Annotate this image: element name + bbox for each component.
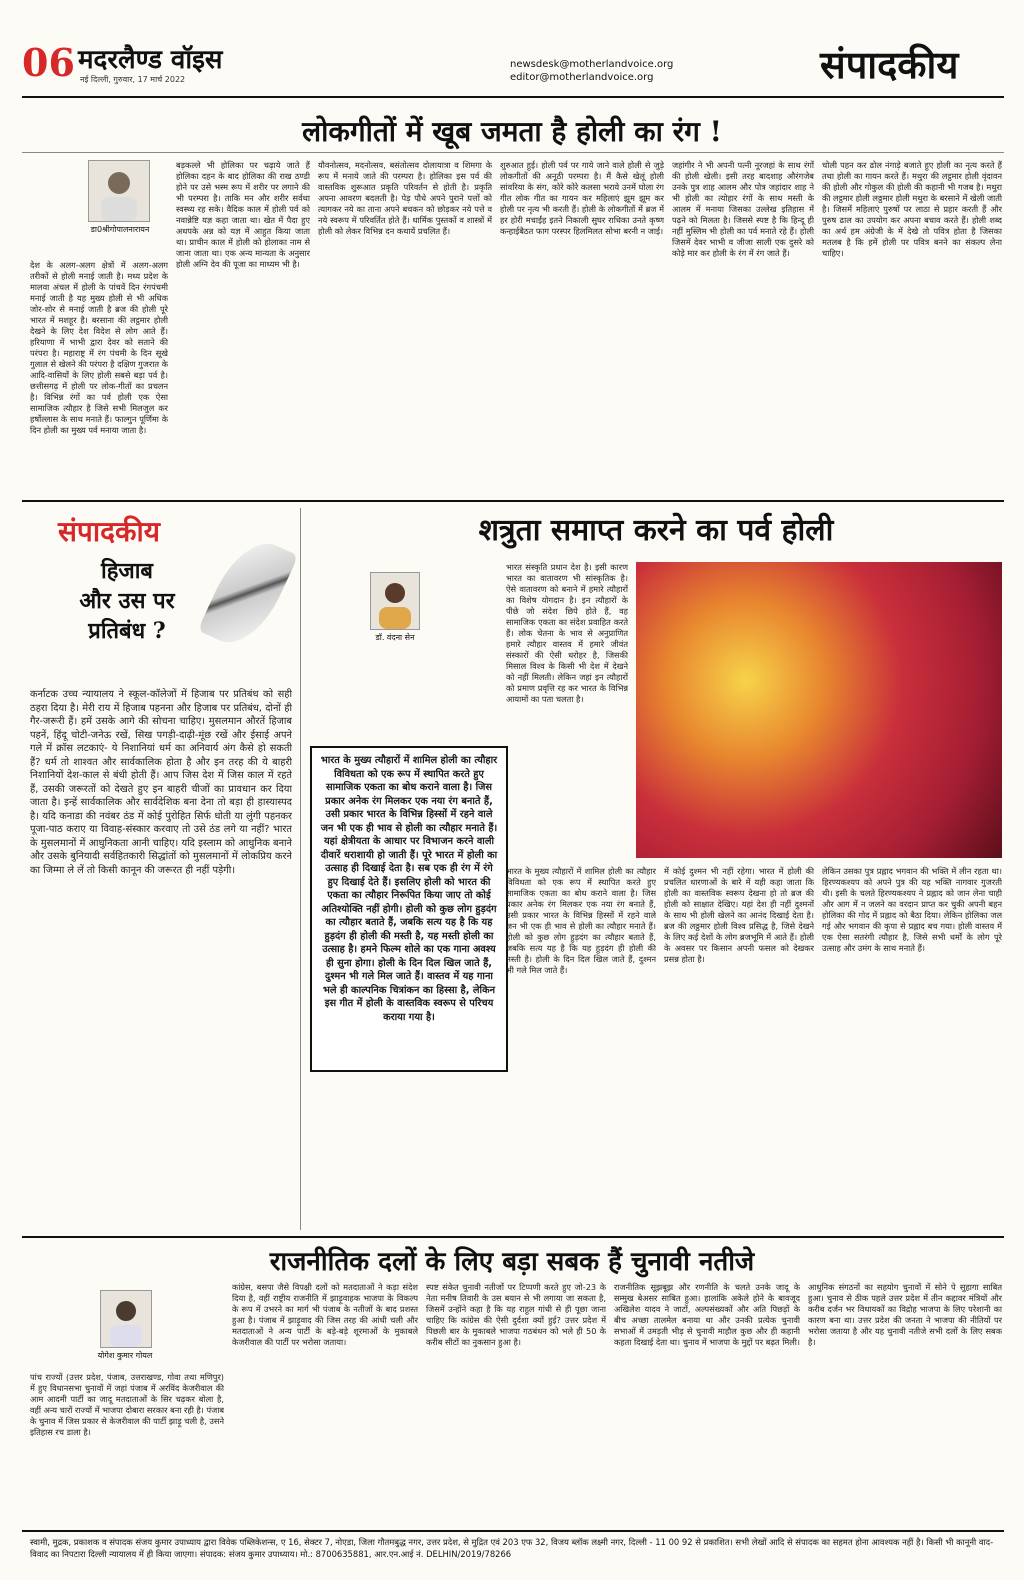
article1-col6: चोली पहन कर ढोल नंगाड़े बजाते हुए होली का नृत्य करते हैं तथा होली का गायन करते हैं। मथुरा की लट्ठमार होली वृंदावन की होली और गोकुल की होली की कहानी भी गजब है। मथुरा की लट्ठमार होली लठ्ठमार होली मथुरा के बरसाने में खेली जाती है। जिसमें महिलाएं पुरुषों पर लाठा से प्रहार करती हैं और पुरुष ढाल का उपयोग कर अपना बचाव करते हैं। होली शब्द का अर्थ हम अंग्रेजी के में देखे तो पवित्र होता है जिसका मतलब है कि हमें होली पर पवित्र बनने का संकल्प लेना चाहिए। <box>822 160 1002 258</box>
article2-headline: शत्रुता समाप्त करने का पर्व होली <box>478 513 834 548</box>
editorial-title-line2: और उस पर <box>79 588 175 614</box>
footer-rule <box>22 1530 1004 1532</box>
section-divider-1 <box>22 500 1004 502</box>
section-divider-2 <box>22 1236 1004 1238</box>
article3-headline: राजनीतिक दलों के लिए बड़ा सबक हैं चुनावी नतीजे <box>269 1247 755 1277</box>
newspaper-name: मदरलैण्ड वॉइस <box>78 45 223 75</box>
date-line: नई दिल्ली, गुरुवार, 17 मार्च 2022 <box>80 75 186 84</box>
person-icon <box>101 1291 151 1347</box>
article1-author: डा0श्रीगोपालनारायन <box>90 225 150 234</box>
article2-pullquote: भारत के मुख्य त्यौहारों में शामिल होली का त्यौहार विविधता को एक रूप में स्थापित करते हुए सामाजिक एकता का बोध कराने वाला है। जिस प्रकार अनेक रंग मिलकर एक नया रंग बनाते हैं, उसी प्रकार भारत के विभिन्न हिस्सों में रहने वाले जन भी एक ही भाव से होली का त्यौहार मनाते हैं। यहां क्षेत्रीयता के आधार पर विभाजन करने वाली दीवारें धराशायी हो जाती हैं। पूरे भारत में होली का उत्साह ही दिखाई देता है। सब एक ही रंग में रंगे हुए दिखाई देते हैं। इसलिए होली को भारत की एकता का त्यौहार निरूपित किया जाए तो कोई अतिश्योक्ति नहीं होगी। होली को कुछ लोग हुड़दंग का त्यौहार बताते हैं, जबकि सत्य यह है कि यह हुड़दंग ही होली की मस्ती है, यह मस्ती होली का उत्साह है। हमने फिल्म शोले का एक गाना अवश्य ही सुना होगा। होली के दिन दिल खिल जाते हैं, दुश्मन भी गले मिल जाते हैं। वास्तव में यह गाना भले ही काल्पनिक चित्रांकन का हिस्सा है, लेकिन इस गीत में होली के वास्तविक स्वरूप से परिचय कराया गया है। <box>310 746 508 1072</box>
article1-headline: लोकगीतों में खूब जमता है होली का रंग ! <box>302 115 722 148</box>
author-photo <box>88 160 150 222</box>
article1-rule <box>22 152 1004 153</box>
article1-col3: यौवनोत्सव, मदनोत्सव, बसंतोत्सव दोलायात्रा व शिमगा के रूप में मनाये जाते की परम्परा है। होलिका इस पर्व की वास्तविक शुरूआत प्रकृति परिवर्तन से होती है। प्रकृति अपना आवरण बदलती है। पेड़ पौधे अपने पुराने पत्तों को त्यागकर नये का ताना अपने बचकन को छोड़कर नये पत्ते व नये स्वरूप में परिवर्तित होते हैं। धार्मिक पुस्तकों व शास्त्रों में होली को लेकर विभिन्न दन कथायें प्रचलित हैं। <box>318 160 492 236</box>
article3-col1: पांच राज्यों (उत्तर प्रदेश, पंजाब, उत्तराखण्ड, गोवा तथा मणिपुर) में हुए विधानसभा चुनावों में जहां पंजाब में अरविंद केजरीवाल की आम आदमी पार्टी का जादू मतदाताओं के सिर चढ़कर बोला है, वहीं अन्य चारों राज्यों में भाजपा दोबारा सरकार बना रही है। पंजाब के चुनाव में जिस प्रकार से केजरीवाल की पार्टी झाड़ू चली है, उसने इतिहास रच डाला है। <box>30 1372 224 1437</box>
article3-col3: स्पष्ट संकेत चुनावी नतीजों पर टिप्पणी करते हुए जो-23 के नेता मनीष तिवारी के उस बयान से भी लगाया जा सकता है, जिसमें उन्होंने कहा है कि यह राहुल गांधी से ही पूछा जाना चाहिए कि कांग्रेस की ऐसी दुर्दशा क्यों हुई? उत्तर प्रदेश में पिछली बार के मुकाबले भाजपा गठबंधन को भले ही 50 के करीब सीटों का नुकसान हुआ है। <box>426 1282 606 1347</box>
email-editor[interactable]: editor@motherlandvoice.org <box>510 72 654 83</box>
article2-col-c: में कोई दुश्मन भी नहीं रहेगा। भारत में होली की प्रचलित धारणाओं के बारे में यही कहा जाता कि होली का वास्तविक स्वरूप देखना हो तो ब्रज की होली को साक्षात देखिए। यहां देश ही नहीं दुश्मनों के साथ भी होली खेलने का आनंद दिखाई देता है। ब्रज की लठ्ठमार होली विश्व प्रसिद्ध है, जिसे देखने के लिए कई देशों के लोग ब्रजभूमि में आते हैं। होली के अवसर पर किसान अपनी फसल को देखकर प्रसन्न होता है। <box>664 866 814 964</box>
email-newsdesk[interactable]: newsdesk@motherlandvoice.org <box>510 59 674 70</box>
article1-col2: बड़कल्ले भी होलिका पर चढ़ाये जाते हैं होलिका दहन के बाद होलिका की राख ठण्डी होने पर उसे भस्म रूप में शरीर पर लगाने की भी परम्परा है। ताकि मन और शरीर सर्वथा स्वस्थ्य रह सके। वैदिक काल में होली पर्व को नवान्नेष्टि यज्ञ कहा जाता था। खेत में पैदा हुए अधपके अन्न को यज्ञ में आहुत किया जाता था। प्राचीन काल में होली को होलाका नाम से जाना जाता था। एक अन्य मान्यता के अनुसार होली अग्नि देव की पूजा का माध्यम भी है। <box>176 160 310 269</box>
article3-col5: आधुनिक संगठनों का सहयोग चुनावों में सोने पे सुहागा साबित हुआ। चुनाव से ठीक पहले उत्तर प्रदेश में तीन कद्दावर मंत्रियों और करीब दर्जन भर विधायकों का विद्रोह भाजपा के लिए परेशानी का कारण बना था। उत्तर प्रदेश की जनता ने भाजपा की नीतियों पर भरोसा जताया है और यह चुनावी नतीजे सभी दलों के लिए सबक है। <box>808 1282 1002 1347</box>
imprint-line: स्वामी, मुद्रक, प्रकाशक व संपादक संजय कुमार उपाध्याय द्वारा विवेक पब्लिकेशन्स, ए 16, सेक्टर 7, नोएडा, जिला गौतमबुद्ध नगर, उत्तर प्रदेश, से मुद्रित एवं 203 एफ 32, विजय ब्लॉक लक्ष्मी नगर, दिल्ली - 11 00 92 से प्रकाशित। सभी लेखों आदि से संपादक का सहमत होना आवश्यक नहीं है। किसी भी कानूनी वाद-विवाद का निपटारा दिल्ली न्यायालय में ही किया जाएगा। संपादक: संजय कुमार उपाध्याय। मो.: 8700635881, आर.एन.आई नं. DELHIN/2019/78266 <box>30 1537 994 1559</box>
editorial-banner: संपादकीय <box>58 515 160 548</box>
editorial-divider <box>300 508 301 1230</box>
person-icon <box>371 573 419 629</box>
editorial-title-line1: हिजाब <box>101 558 153 584</box>
article2-col-d: लेकिन उसका पुत्र प्रह्लाद भगवान की भक्ति में लीन रहता था। हिरण्यकश्यप को अपने पुत्र की यह भक्ति नागवार गुजरती थी। इसी के चलते हिरण्यकश्यप ने प्रह्लाद को जान लेना चाही और आग में न जलने का वरदान प्राप्त कर चुकी अपनी बहन होलिका की गोद में प्रह्लाद को बैठा दिया। लेकिन होलिका जल गई और भगवान की कृपा से प्रह्लाद बच गया। होली वास्तव में एक ऐसा सतरंगी त्यौहार है, जिसे सभी धर्मों के लोग पूरे उत्साह और उमंग के साथ मनाते हैं। <box>822 866 1002 953</box>
editorial-title <box>42 556 212 646</box>
article3-author-photo <box>100 1290 152 1348</box>
feather-quill-icon <box>198 530 299 655</box>
article2-col-b: भारत के मुख्य त्यौहारों में शामिल होली का त्यौहार विविधता को एक रूप में स्थापित करते हुए सामाजिक एकता का बोध कराने वाला है। जिस प्रकार अनेक रंग मिलकर एक नया रंग बनाते हैं, उसी प्रकार भारत के विभिन्न हिस्सों में रहने वाले जन भी एक ही भाव से होली का त्यौहार मनाते हैं। होली को कुछ लोग हुड़दंग का त्यौहार बताते हैं, जबकि सत्य यह है कि यह हुड़दंग ही होली की मस्ती है। होली के दिन दिल खिल जाते हैं, दुश्मन भी गले मिल जाते हैं। <box>506 866 656 975</box>
article2-author-photo <box>370 572 420 630</box>
person-icon <box>89 161 149 221</box>
article1-col1: देश के अलग-अलग क्षेत्रों में अलग-अलग तरीकों से होली मनाई जाती है। मध्य प्रदेश के मालवा अंचल में होली के पांचवें दिन रंगपंचमी मनाई जाती है यह मुख्य होली से भी अधिक जोर-शोर से मनाई जाती है ब्रज की होली पूरे भारत में मशहूर है। बरसाना की लट्ठमार होली देखने के लिए देश विदेश से लोग आते हैं। हरियाणा में भाभी द्वारा देवर को सताने की परंपरा है। महाराष्ट्र में रंग पंचमी के दिन सूखे गुलाल से खेलने की परंपरा है दक्षिण गुजरात के आदि-वासियों के लिए होली सबसे बड़ा पर्व है। छत्तीसगढ़ में होली पर लोक-गीतों का प्रचलन है। विभिन्न रंगों का पर्व होली एक ऐसा सामाजिक त्यौहार है जिसे सभी मिलजुल कर हर्षोल्लास के साथ मनाते हैं। फाल्गुन पूर्णिमा के दिन होली का मुख्य पर्व मनाया जाता है। <box>30 260 168 435</box>
editorial-header <box>22 508 294 680</box>
editorial-body: कर्नाटक उच्च न्यायालय ने स्कूल-कॉलेजों में हिजाब पर प्रतिबंध को सही ठहरा दिया है। मेरी राय में हिजाब पहनना और हिजाब पर प्रतिबंध, दोनों ही गैर-जरूरी हैं। हमें उसके आगे की सोचना चाहिए। मुसलमान औरतें हिजाब पहनें, हिंदू चोटी-जनेऊ रखें, सिख पगड़ी-दाढ़ी-मूंछ रखें और ईसाई अपने गले में क्रॉस लटकाएं- ये निशानियां धर्म का अनिवार्य अंग कैसे हो सकती हैं? धर्म तो शाश्वत और सार्वकालिक होता है और इन तरह की ये बाहरी निशानियों देश-काल से बंधी होती हैं। आप जिस देश में जिस काल में रहते हैं, उसकी जरूरतों को देखते हुए इन बाहरी चीजों का प्रावधान कर दिया जाता है। इन्हें सार्वकालिक और सार्वदेशिक बना देना तो बड़ा ही हास्यास्पद है। यदि कनाडा की नवंबर ठंड में कोई पुरोहित सिर्फ धोती या लुंगी पहनकर पूजा-पाठ कराए या विवाह-संस्कार करवाए तो उसे ठंड लगे या नहीं? भारत के मुसलमानों में आधुनिकता आनी चाहिए। यदि इस्लाम को आधुनिक बनाने और उसके बुनियादी सर्वहितकारी सिद्धांतों को मुसलमानों में लोकप्रिय करने का जिम्मा ले लें तो किसी कानून की जरूरत ही नहीं पड़ेगी। <box>30 689 292 876</box>
holi-celebration-photo <box>636 562 1002 858</box>
article1-col5: जहांगीर ने भी अपनी पत्नी नूरजहां के साथ रंगों की होली खेली। इसी तरह बादशाह औरंगजेब उनके पुत्र शाह आलम और पोत्र जहांदार शाह ने भी होली का त्योहार रंगों के साथ मस्ती के आलम में मनाया जिसका उल्लेख इतिहास में पढ़ने को मिलता है। जिससे स्पष्ट है कि हिन्दू ही नहीं मुस्लिम भी होली का पर्व मनाते रहे हैं। होली जिसमें देवर भाभी व जीजा साली एक दुसरे को कोड़े मार कर होली के रंग में रंग जाते हैं। <box>672 160 814 258</box>
page-number: 06 <box>22 40 75 85</box>
article1-col4: शुरुआत हुई। होली पर्व पर गाये जाने वाले होली से जुड़े लोकगीतों की अनूठी परम्परा है। मैं कैसे खेलूं होली सांवरिया के संग, कोरे कोरे कलसा भराये उनमें घोला रंग गीत लोक गीत का गायन कर महिलाएं झूम झूम कर होली पर नृत्य भी करती हैं। होली के लोकगीतों में ब्रज में हर होरी मचाईंह इतने निकाली सुघर राधिका उनते कृष्ण कन्हाईबैठत फाग परस्पर हिलमिलत सोभा बरनी न जाई। <box>500 160 664 236</box>
masthead-rule <box>22 96 1004 98</box>
article3-col4: राजनीतिक सूझबूझ और रणनीति के चलते उनके जादू के सम्मुख बेअसर साबित हुआ। हालांकि अकेले होने के बावजूद अखिलेश यादव ने जाटों, अल्पसंख्यकों और अति पिछड़ों के बीच अच्छा तालमेल बनाया था और उनकी प्रत्येक चुनावी सभाओं में उमड़ती भीड़ से चुनावी माहौल कुछ और ही कहानी कहता दिखाई देता था। चुनाव में भाजपा के मुद्दों पर बढ़त मिली। <box>614 1282 800 1347</box>
section-title: संपादकीय <box>820 42 959 87</box>
article3-col2: कांग्रेस, बसपा जैसे विपक्षी दलों को मतदाताओं ने कड़ा संदेश दिया है, वहीं राष्ट्रीय राजनीति में झाड़ूवाहक भाजपा के विकल्प के रूप में उभरने का मार्ग भी पंजाब के नतीजों के बाद प्रशस्त हुआ है। पंजाब में झाड़ूवाद की जिस तरह की आंधी चली और मतदाताओं ने अन्य पार्टी के बड़े-बड़े शूरमाओं के मुकाबले केजरीवाल की पार्टी पर भरोसा जताया। <box>232 1282 418 1347</box>
article2-col-a: भारत संस्कृति प्रधान देश है। इसी कारण भारत का वातावरण भी सांस्कृतिक है। ऐसे वातावरण को बनाने में हमारे त्यौहारों का विशेष योगदान है। इन त्यौहारों के पीछे जो संदेश छिपे होते हैं, वह सामाजिक एकता का संदेश प्रवाहित करते हैं। लोक चेतना के भाव से अनुप्राणित हमारे त्यौहार वास्तव में हमारे जीवंत संस्कारों की ऐसी धरोहर है, जिसकी मिसाल विश्व के किसी भी देश में देखने को नहीं मिलती। लेकिन जहां इन त्यौहारों को प्रमाण प्रवृत्ति रह कर भारत के विभिन्न आयामों का पता चलता है। <box>506 562 628 704</box>
article2-author: डॉ. वंदना सेन <box>375 633 415 642</box>
editorial-title-line3: प्रतिबंध ? <box>88 618 166 644</box>
article3-author: योगेश कुमार गोयल <box>97 1351 153 1360</box>
contact-emails <box>510 58 673 84</box>
